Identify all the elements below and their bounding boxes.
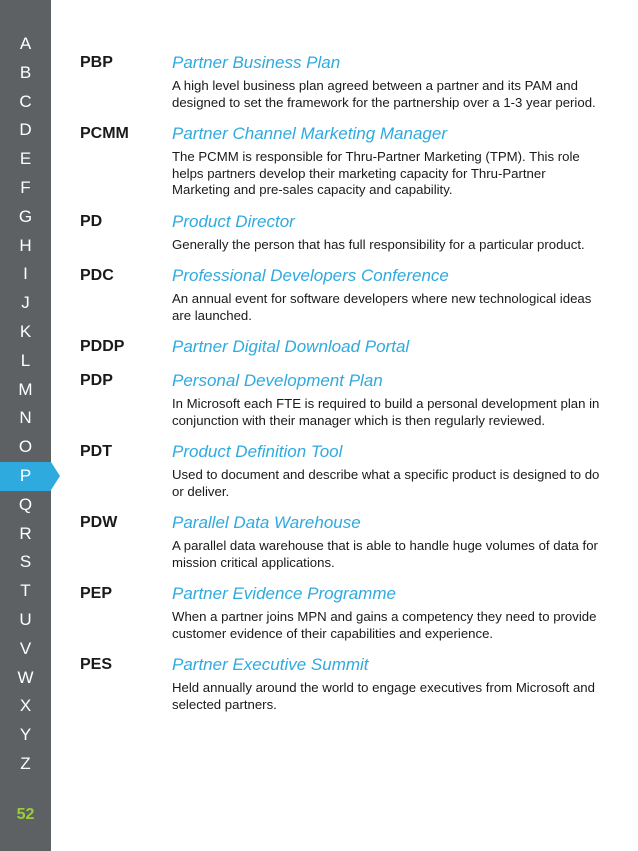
entry-abbreviation: PCMM (80, 125, 129, 142)
alphabet-letter-v[interactable]: V (19, 638, 32, 658)
alphabet-index (0, 30, 51, 779)
page-number: 52 (16, 806, 35, 823)
alphabet-letter-b[interactable]: B (19, 62, 32, 82)
glossary-entry (80, 336, 600, 358)
entry-abbreviation: PDC (80, 267, 114, 284)
entry-description: Used to document and describe what a specific product is designed to do or deliver. (172, 467, 600, 499)
entry-description: A parallel data warehouse that is able to handle huge volumes of data for mission critical applications. (172, 538, 598, 570)
entry-abbreviation: PD (80, 212, 103, 230)
entry-description: A high level business plan agreed between a partner and its PAM and designed to set the framework for the partnership over a 1-3 year period. (172, 78, 596, 110)
entry-abbreviation: PEP (80, 585, 113, 602)
alphabet-letter-e[interactable]: E (19, 149, 32, 169)
entry-abbreviation: PDT (80, 443, 112, 460)
glossary-entry (80, 583, 600, 642)
entry-description: Held annually around the world to engage executives from Microsoft and selected partners. (172, 680, 595, 712)
entry-term: Professional Developers Conference (172, 266, 449, 285)
alphabet-letter-n[interactable]: N (19, 408, 32, 428)
glossary-entry (80, 265, 600, 324)
alphabet-letter-m[interactable]: M (18, 379, 33, 399)
entry-description: In Microsoft each FTE is required to build a personal development plan in conjunction with their manager which is then regularly reviewed. (172, 396, 600, 428)
alphabet-letter-y[interactable]: Y (19, 725, 32, 745)
alphabet-letter-s[interactable]: S (19, 552, 32, 572)
entry-abbreviation: PDDP (80, 338, 125, 355)
alphabet-letter-u[interactable]: U (19, 609, 32, 629)
glossary-entries (80, 52, 600, 725)
alphabet-letter-i[interactable]: I (23, 264, 28, 284)
alphabet-letter-r[interactable]: R (19, 523, 32, 543)
alphabet-letter-g[interactable]: G (18, 206, 33, 226)
entry-abbreviation: PBP (80, 54, 113, 71)
alphabet-letter-p[interactable]: P (0, 462, 51, 491)
entry-term: Product Director (172, 211, 295, 231)
alphabet-letter-t[interactable]: T (20, 581, 31, 601)
alphabet-letter-a[interactable]: A (19, 34, 32, 53)
alphabet-letter-c[interactable]: C (19, 91, 32, 111)
entry-term: Personal Development Plan (172, 371, 383, 390)
alphabet-letter-q[interactable]: Q (18, 494, 33, 514)
entry-term: Partner Channel Marketing Manager (172, 124, 447, 143)
glossary-entry (80, 211, 600, 254)
entry-term: Product Definition Tool (172, 442, 343, 461)
entry-term: Parallel Data Warehouse (172, 513, 361, 532)
glossary-entry (80, 441, 600, 500)
entry-abbreviation: PES (80, 656, 113, 673)
entry-abbreviation: PDW (80, 514, 118, 531)
alphabet-letter-f[interactable]: F (20, 177, 31, 197)
entry-description: Generally the person that has full responsibility for a particular product. (172, 236, 585, 252)
entry-term: Partner Evidence Programme (172, 584, 396, 603)
glossary-entry (80, 370, 600, 429)
alphabet-letter-k[interactable]: K (19, 321, 32, 341)
alphabet-sidebar (0, 0, 51, 851)
entry-description: The PCMM is responsible for Thru-Partner Marketing (TPM). This role helps partners develop their marketing capacity for Thru-Partner Marketing and pre-sales capacity and capability. (172, 149, 580, 197)
glossary-entry (80, 512, 600, 571)
glossary-entry (80, 52, 600, 111)
glossary-entry (80, 654, 600, 713)
alphabet-letter-l[interactable]: L (20, 350, 31, 370)
entry-abbreviation: PDP (80, 372, 113, 389)
entry-description: When a partner joins MPN and gains a competency they need to provide customer evidence of their capabilities and experience. (172, 609, 597, 641)
alphabet-letter-d[interactable]: D (19, 120, 32, 140)
entry-description: An annual event for software developers where new technological ideas are launched. (172, 291, 592, 323)
alphabet-letter-z[interactable]: Z (20, 753, 31, 773)
alphabet-letter-w[interactable]: W (17, 667, 34, 687)
entry-term: Partner Executive Summit (172, 655, 369, 674)
alphabet-letter-x[interactable]: X (19, 696, 32, 716)
alphabet-letter-h[interactable]: H (19, 235, 32, 255)
entry-term: Partner Business Plan (172, 53, 341, 72)
glossary-entry (80, 123, 600, 199)
entry-term: Partner Digital Download Portal (172, 337, 410, 356)
alphabet-letter-j[interactable]: J (21, 293, 30, 313)
alphabet-letter-o[interactable]: O (18, 437, 33, 457)
